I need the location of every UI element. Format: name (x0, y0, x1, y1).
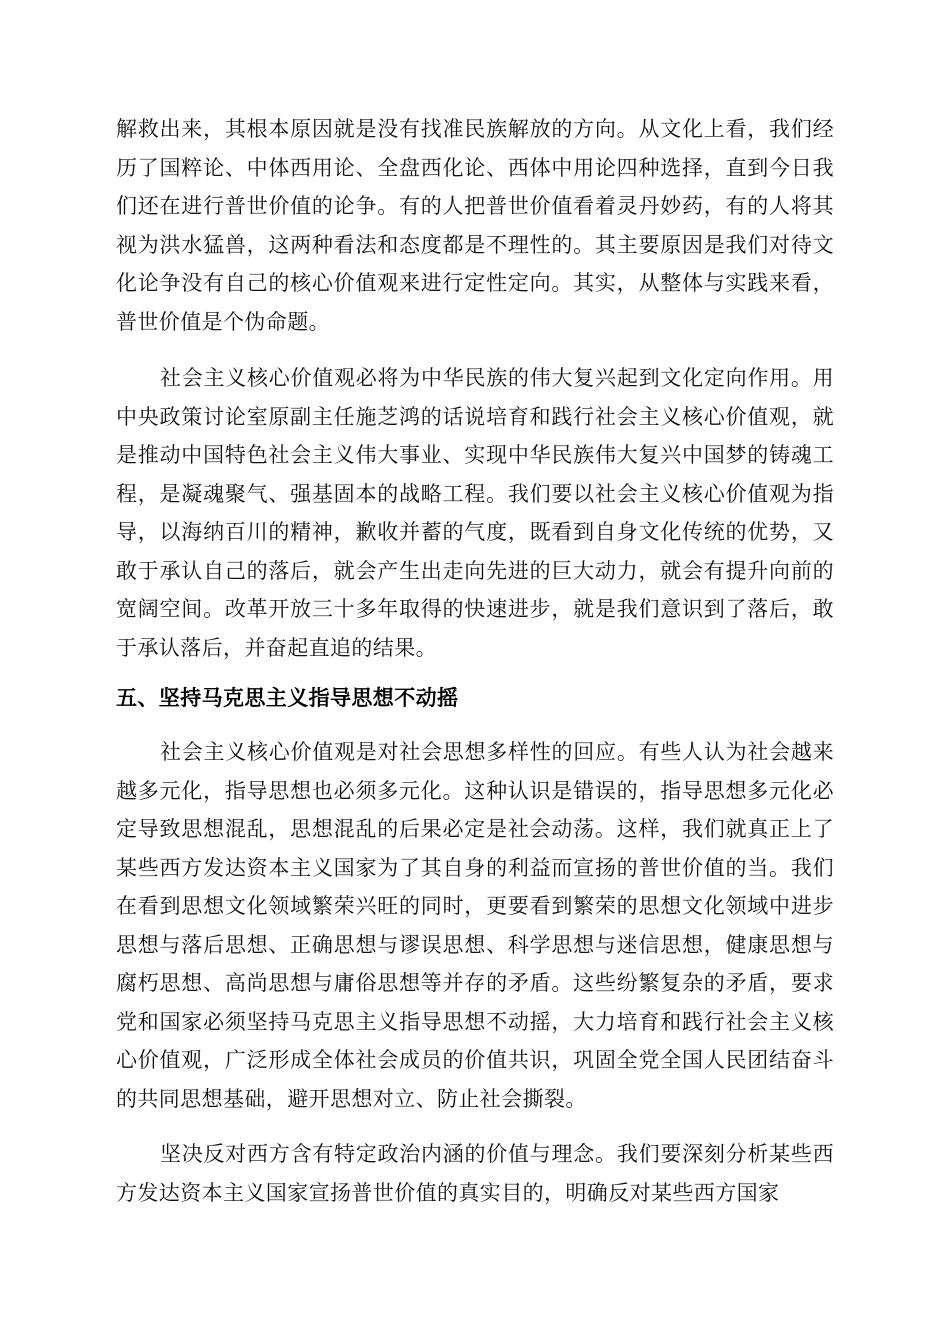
paragraph-ideological-diversity: 社会主义核心价值观是对社会思想多样性的回应。有些人认为社会越来越多元化，指导思想也必须多元化。这种认识是错误的，指导思想多元化必定导致思想混乱，思想混乱的后果必定是社会动荡。这样，我们就真正上了某些西方发达资本主义国家为了其自身的利益而宣扬的普世价值的当。我们在看到思想文化领域繁荣兴旺的同时，更要看到繁荣的思想文化领域中进步思想与落后思想、正确思想与谬误思想、科学思想与迷信思想，健康思想与腐朽思想、高尚思想与庸俗思想等并存的矛盾。这些纷繁复杂的矛盾，要求党和国家必须坚持马克思主义指导思想不动摇，大力培育和践行社会主义核心价值观，广泛形成全体社会成员的价值共识，巩固全党全国人民团结奋斗的共同思想基础，避开思想对立、防止社会撕裂。 (116, 740, 834, 1111)
paragraph-oppose-western-values: 坚决反对西方含有特定政治内涵的价值与理念。我们要深刻分析某些西方发达资本主义国家宣扬普世价值的真实目的，明确反对某些西方国家 (116, 1142, 834, 1205)
paragraph-universal-values: 解救出来，其根本原因就是没有找准民族解放的方向。从文化上看，我们经历了国粹论、中体西用论、全盘西化论、西体中用论四种选择，直到今日我们还在进行普世价值的论争。有的人把普世价值看着灵丹妙药，有的人将其视为洪水猛兽，这两种看法和态度都是不理性的。其主要原因是我们对待文化论争没有自己的核心价值观来进行定性定向。其实，从整体与实践来看，普世价值是个伪命题。 (116, 117, 834, 334)
section-heading: 五、坚持马克思主义指导思想不动摇 (116, 686, 459, 710)
paragraph-cultural-orientation: 社会主义核心价值观必将为中华民族的伟大复兴起到文化定向作用。用中央政策讨论室原副主任施芝鸿的话说培育和践行社会主义核心价值观，就是推动中国特色社会主义伟大事业、实现中华民族伟大复兴中国梦的铸魂工程，是凝魂聚气、强基固本的战略工程。我们要以社会主义核心价值观为指导，以海纳百川的精神，歉收并蓄的气度，既看到自身文化传统的优势，又敢于承认自己的落后，就会产生出走向先进的巨大动力，就会有提升向前的宽阔空间。改革开放三十多年取得的快速进步，就是我们意识到了落后，敢于承认落后，并奋起直追的结果。 (116, 366, 834, 660)
